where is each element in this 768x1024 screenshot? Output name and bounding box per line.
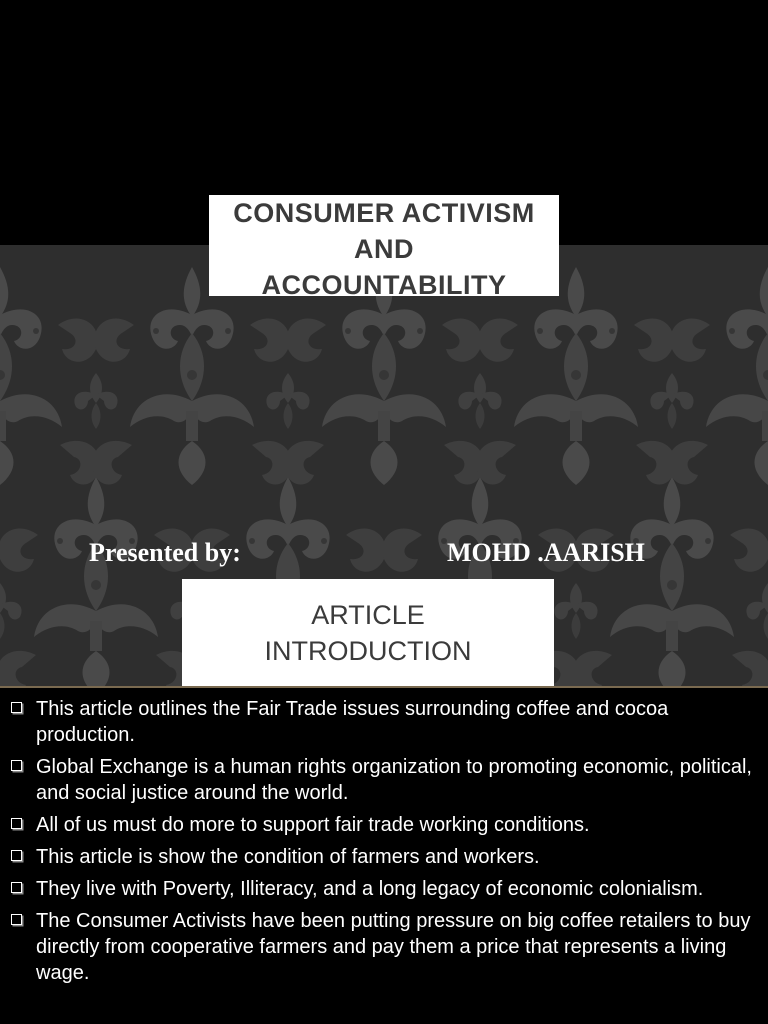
list-item [8, 754, 760, 806]
list-item [8, 876, 760, 902]
bullet-text: This article is show the condition of farmers and workers. [36, 846, 540, 868]
hollow-square-bullet-icon [11, 702, 22, 713]
list-item [8, 696, 760, 748]
section-heading-line-1: ARTICLE [311, 600, 425, 630]
presenter-name: MOHD .AARISH [447, 538, 645, 567]
bullet-text: They live with Poverty, Illiteracy, and a long legacy of economic colonialism. [36, 878, 704, 900]
bullet-list [8, 696, 760, 992]
title-line-1: CONSUMER ACTIVISM [233, 198, 535, 228]
bullet-text: All of us must do more to support fair trade working conditions. [36, 814, 590, 836]
title-line-3: ACCOUNTABILITY [261, 270, 507, 296]
list-item [8, 812, 760, 838]
hollow-square-bullet-icon [11, 882, 22, 893]
divider-line [0, 686, 768, 688]
hollow-square-bullet-icon [11, 914, 22, 925]
list-item [8, 844, 760, 870]
bullet-text: The Consumer Activists have been putting pressure on big coffee retailers to buy directly from cooperative farmers and pay them a price that represents a living wage. [36, 910, 751, 984]
bullet-text: Global Exchange is a human rights organization to promoting economic, political, and social justice around the world. [36, 756, 752, 804]
section-heading-line-2: INTRODUCTION [264, 636, 472, 666]
hollow-square-bullet-icon [11, 760, 22, 771]
hollow-square-bullet-icon [11, 818, 22, 829]
presented-by-label: Presented by: [89, 538, 241, 567]
slide-title [209, 195, 559, 296]
bullet-text: This article outlines the Fair Trade issues surrounding coffee and cocoa production. [36, 698, 669, 746]
section-heading [182, 579, 554, 669]
list-item [8, 908, 760, 986]
title-box [209, 195, 559, 296]
section-heading-box [182, 579, 554, 687]
title-line-2: AND [354, 234, 414, 264]
hollow-square-bullet-icon [11, 850, 22, 861]
